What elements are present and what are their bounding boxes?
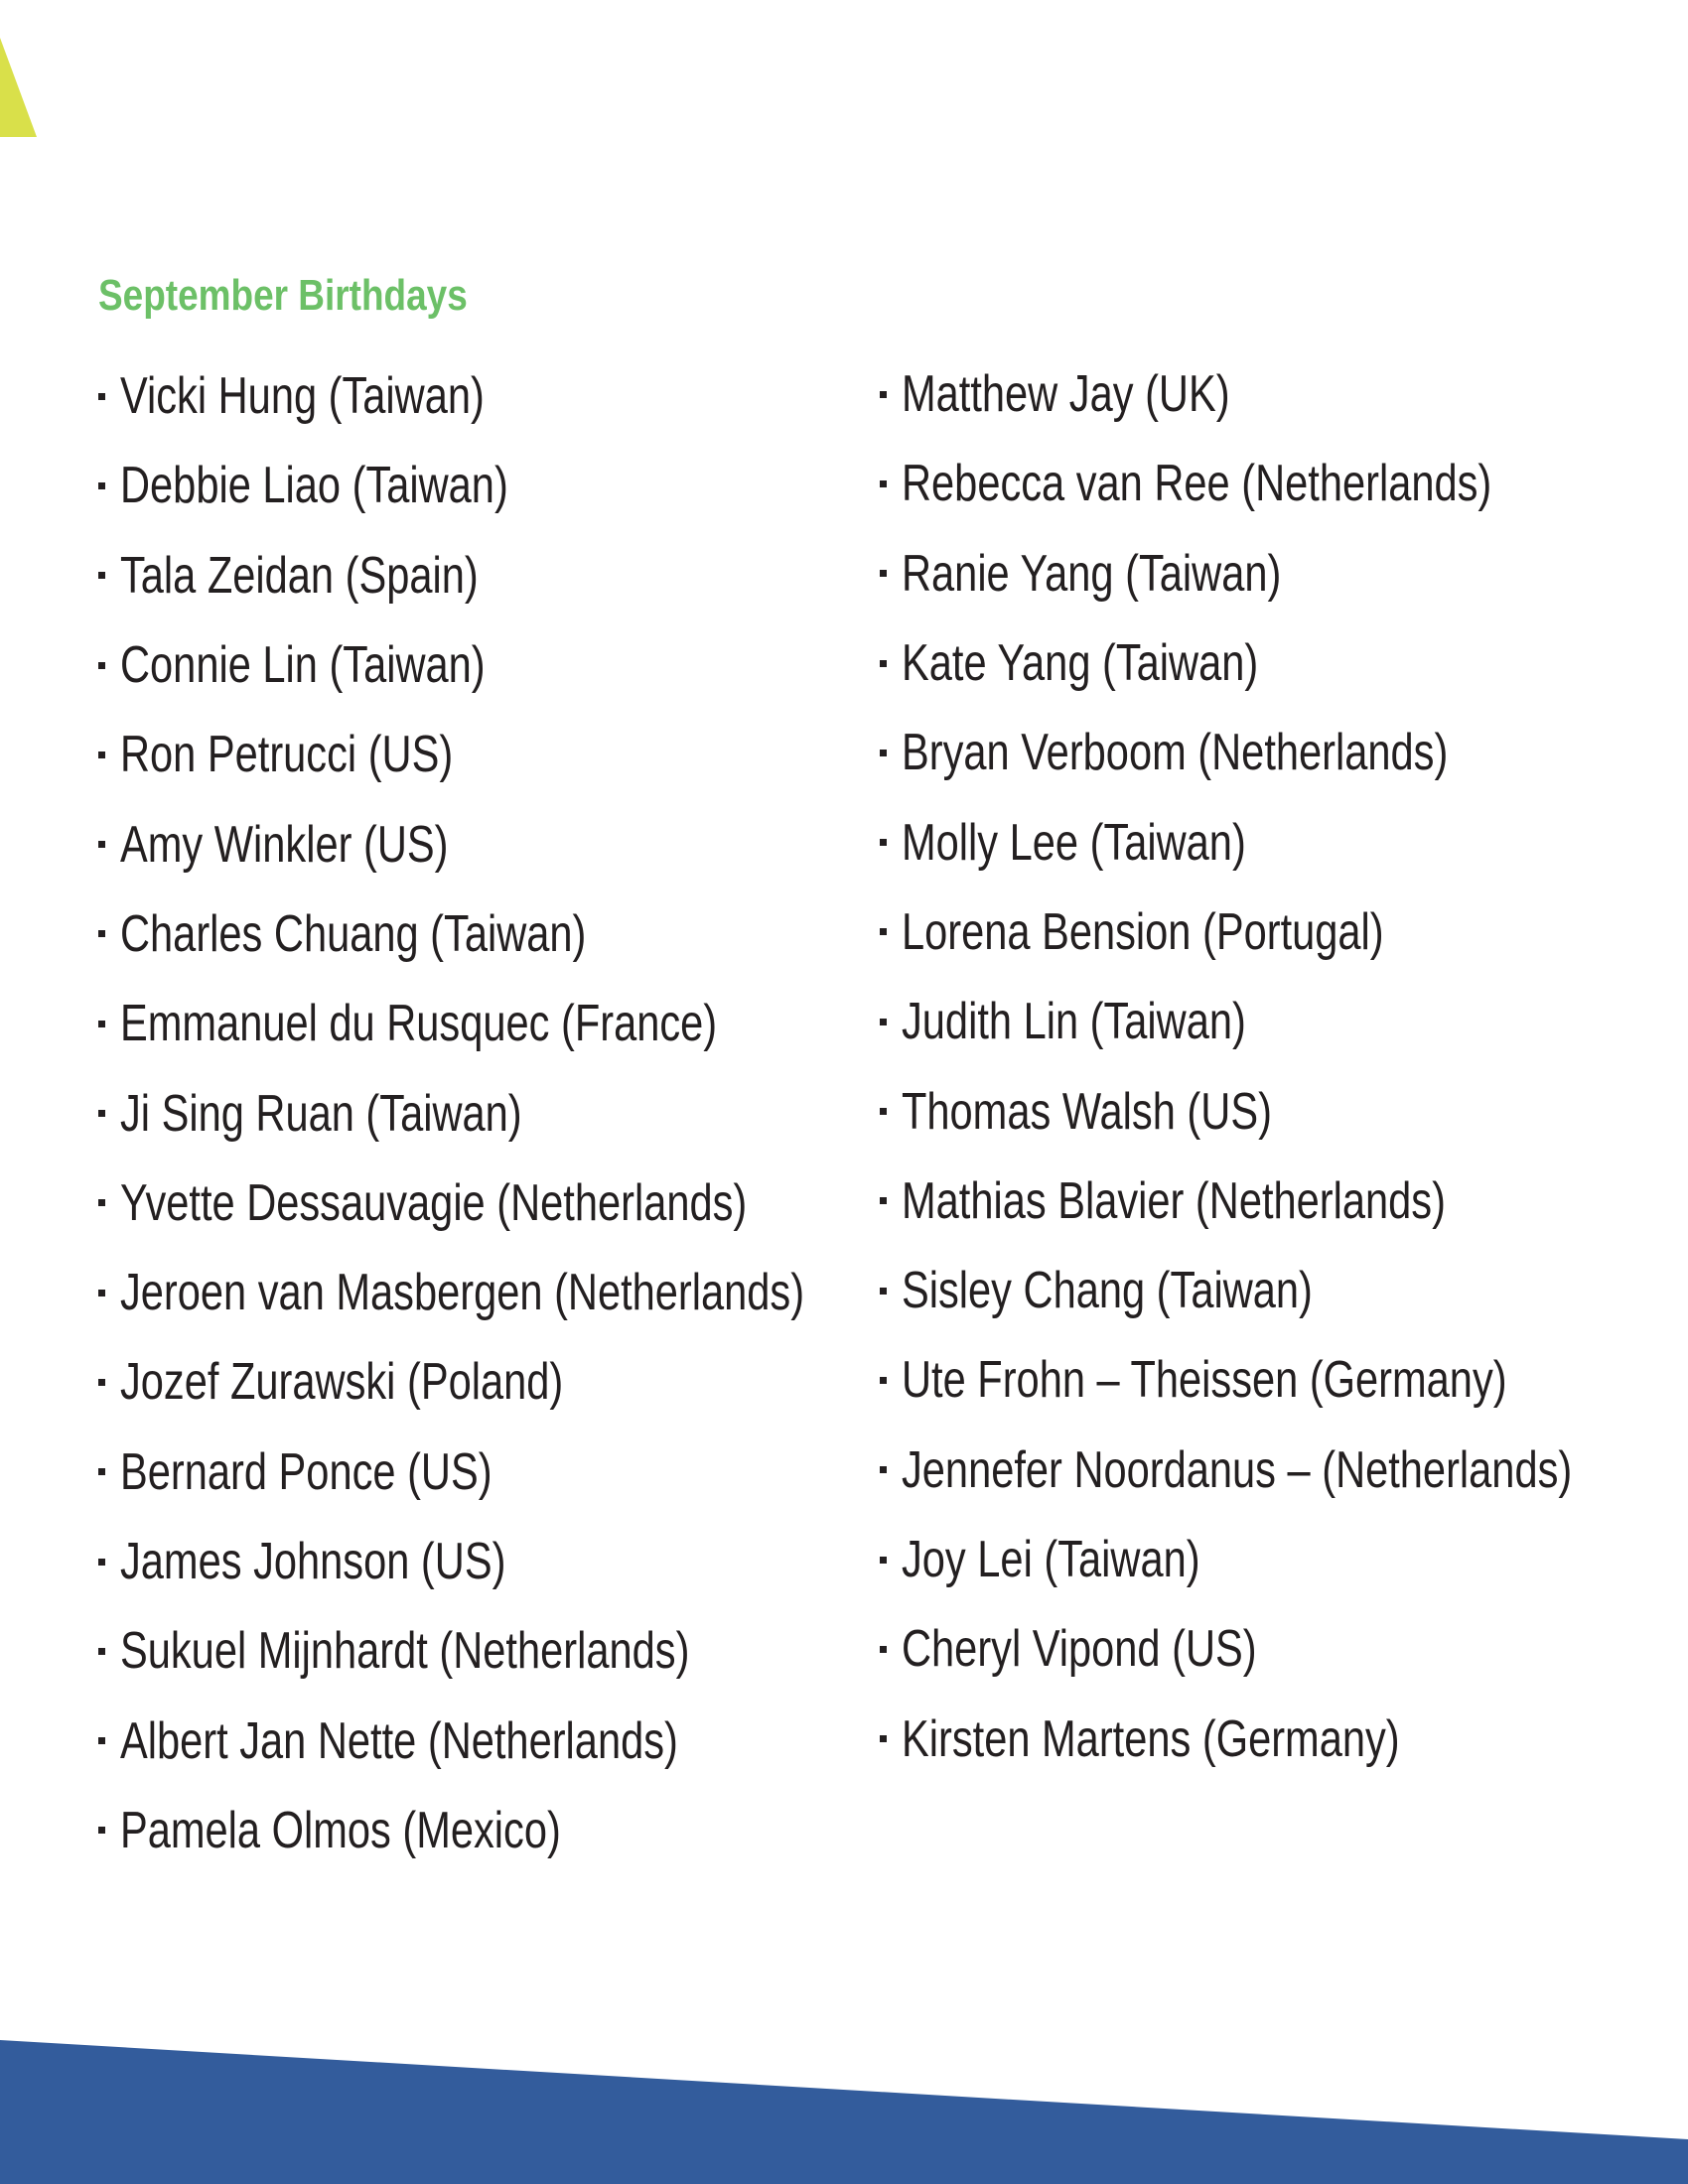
birthday-name: Bernard Ponce (US)	[120, 1442, 492, 1501]
corner-triangle-decoration	[0, 0, 40, 139]
birthday-list-item	[98, 1428, 975, 1517]
birthday-name: Rebecca van Ree (Netherlands)	[902, 455, 1492, 513]
birthday-name: Albert Jan Nette (Netherlands)	[120, 1711, 678, 1770]
bullet-icon	[98, 930, 105, 937]
birthday-name: Bryan Verboom (Netherlands)	[902, 724, 1449, 782]
birthday-name: Connie Lin (Taiwan)	[120, 636, 486, 695]
birthday-list-item	[98, 1337, 975, 1427]
birthday-list-item	[98, 1248, 975, 1337]
bullet-icon	[880, 750, 887, 756]
bullet-icon	[98, 393, 105, 400]
birthday-name: Tala Zeidan (Spain)	[120, 546, 479, 605]
birthday-name: Jennefer Noordanus – (Netherlands)	[902, 1440, 1573, 1499]
bullet-icon	[98, 1199, 105, 1206]
birthday-list-item	[98, 1786, 975, 1875]
birthday-list-item	[98, 620, 975, 710]
birthday-list-item	[880, 1157, 1688, 1246]
birthday-name: Ron Petrucci (US)	[120, 726, 454, 784]
birthday-name: Charles Chuang (Taiwan)	[120, 904, 587, 963]
birthday-name: Ute Frohn – Theissen (Germany)	[902, 1351, 1507, 1410]
birthday-list-item	[880, 618, 1688, 708]
bullet-icon	[880, 1557, 887, 1564]
birthday-list-item	[880, 977, 1688, 1066]
birthday-name: Sisley Chang (Taiwan)	[902, 1262, 1313, 1320]
birthday-name: Joy Lei (Taiwan)	[902, 1531, 1200, 1588]
bullet-icon	[98, 572, 105, 579]
birthday-name: Judith Lin (Taiwan)	[902, 993, 1246, 1051]
birthday-name: Lorena Bension (Portugal)	[902, 902, 1384, 961]
birthday-name: Emmanuel du Rusquec (France)	[120, 995, 718, 1053]
bullet-icon	[98, 1827, 105, 1834]
birthday-name: Pamela Olmos (Mexico)	[120, 1801, 561, 1859]
birthday-name: Ji Sing Ruan (Taiwan)	[120, 1084, 522, 1143]
birthday-list-item	[880, 797, 1688, 887]
birthday-name: Thomas Walsh (US)	[902, 1082, 1272, 1141]
birthday-list-item	[880, 708, 1688, 797]
birthday-list-item	[98, 979, 975, 1068]
birthday-list-right	[880, 349, 1688, 1784]
birthday-name: Sukuel Mijnhardt (Netherlands)	[120, 1622, 690, 1681]
birthday-list-item	[880, 1246, 1688, 1335]
birthday-name: Yvette Dessauvagie (Netherlands)	[120, 1173, 748, 1232]
bullet-icon	[98, 1110, 105, 1117]
birthday-list-item	[98, 1068, 975, 1158]
birthday-name: James Johnson (US)	[120, 1533, 506, 1590]
bullet-icon	[98, 1559, 105, 1566]
bullet-icon	[880, 1735, 887, 1742]
bullet-icon	[98, 1648, 105, 1655]
bullet-icon	[880, 1197, 887, 1204]
bullet-icon	[880, 1019, 887, 1025]
bullet-icon	[880, 1377, 887, 1384]
bullet-icon	[880, 1466, 887, 1473]
birthday-name: Ranie Yang (Taiwan)	[902, 544, 1282, 603]
birthday-list-item	[98, 889, 975, 979]
bullet-icon	[880, 480, 887, 487]
birthday-name: Molly Lee (Taiwan)	[902, 813, 1246, 872]
bullet-icon	[880, 570, 887, 577]
bullet-icon	[98, 662, 105, 669]
bullet-icon	[880, 391, 887, 398]
birthday-list-item	[98, 441, 975, 530]
birthday-list-item	[880, 1604, 1688, 1694]
birthday-list-item	[880, 439, 1688, 528]
birthday-name: Amy Winkler (US)	[120, 815, 449, 874]
birthday-name: Jozef Zurawski (Poland)	[120, 1353, 564, 1412]
birthday-name: Mathias Blavier (Netherlands)	[902, 1171, 1446, 1230]
birthday-list-item	[880, 1066, 1688, 1156]
footer-band-decoration	[0, 2025, 1688, 2184]
birthday-list-item	[880, 529, 1688, 618]
birthday-name: Kirsten Martens (Germany)	[902, 1709, 1400, 1768]
birthday-list-item	[880, 1426, 1688, 1515]
bullet-icon	[98, 1737, 105, 1744]
bullet-icon	[880, 1288, 887, 1295]
birthday-list-item	[98, 710, 975, 799]
bullet-icon	[880, 1646, 887, 1653]
birthday-list-item	[98, 1159, 975, 1248]
birthday-name: Debbie Liao (Taiwan)	[120, 457, 508, 515]
corner-triangle-shape	[0, 38, 37, 137]
birthday-list-item	[98, 351, 975, 441]
birthday-name: Kate Yang (Taiwan)	[902, 634, 1259, 693]
birthday-list-item	[98, 1517, 975, 1606]
bullet-icon	[98, 1021, 105, 1027]
bullet-icon	[98, 1290, 105, 1297]
bullet-icon	[880, 928, 887, 935]
bullet-icon	[880, 839, 887, 846]
bullet-icon	[98, 841, 105, 848]
section-heading: September Birthdays	[98, 271, 468, 320]
bullet-icon	[880, 1108, 887, 1115]
birthday-name: Matthew Jay (UK)	[902, 365, 1230, 424]
bullet-icon	[98, 1379, 105, 1386]
bullet-icon	[880, 660, 887, 667]
birthday-list-item	[880, 349, 1688, 439]
birthday-list-item	[880, 1335, 1688, 1425]
birthday-list-item	[98, 531, 975, 620]
birthday-list-item	[98, 1696, 975, 1785]
birthday-name: Cheryl Vipond (US)	[902, 1620, 1257, 1679]
bullet-icon	[98, 751, 105, 758]
bullet-icon	[98, 482, 105, 489]
footer-band-shape	[0, 2040, 1688, 2184]
birthday-list-item	[880, 1694, 1688, 1783]
birthday-name: Jeroen van Masbergen (Netherlands)	[120, 1264, 805, 1322]
bullet-icon	[98, 1468, 105, 1475]
birthday-name: Vicki Hung (Taiwan)	[120, 367, 485, 426]
birthday-list-item	[880, 887, 1688, 977]
birthday-list-left	[98, 351, 975, 1875]
birthday-list-item	[880, 1515, 1688, 1604]
birthday-list-item	[98, 1606, 975, 1696]
birthday-list-item	[98, 799, 975, 888]
